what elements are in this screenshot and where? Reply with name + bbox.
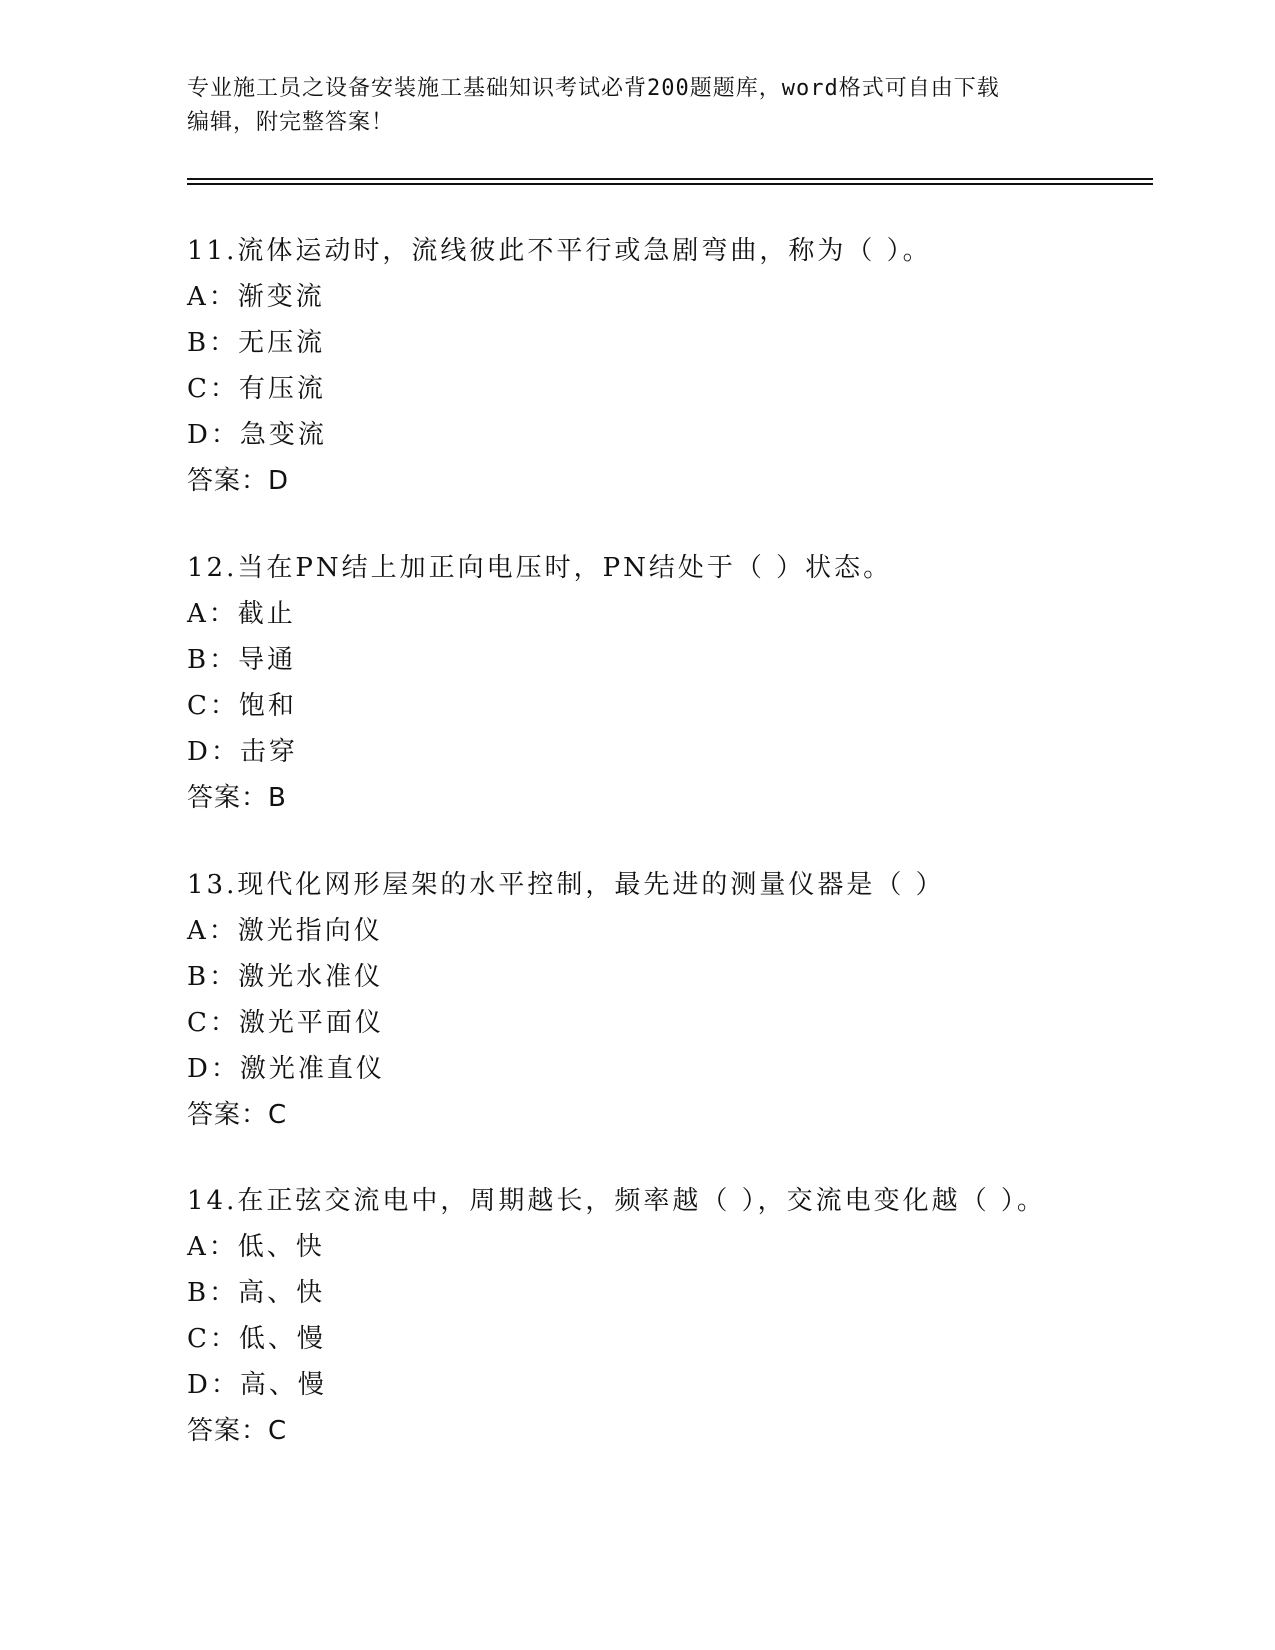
option-d: D：激光准直仪: [187, 1054, 385, 1084]
header-line-2: 编辑，附完整答案！: [187, 110, 395, 135]
option-d: D：击穿: [187, 737, 298, 767]
question-stem: 12.当在PN结上加正向电压时，PN结处于（ ）状态。: [187, 553, 893, 583]
option-c: C：激光平面仪: [187, 1008, 384, 1038]
option-a: A：低、快: [187, 1232, 325, 1262]
answer-line: 答案：B: [187, 783, 287, 813]
question-14: [187, 1178, 1147, 1454]
option-b: B：高、快: [187, 1278, 326, 1308]
question-11: [187, 228, 1147, 504]
header-divider-bottom: [187, 183, 1153, 185]
option-a: A：渐变流: [187, 282, 325, 312]
option-c: C：低、慢: [187, 1324, 326, 1354]
question-stem: 11.流体运动时，流线彼此不平行或急剧弯曲，称为（ ）。: [187, 236, 932, 266]
option-a: A：激光指向仪: [187, 916, 383, 946]
option-d: D：急变流: [187, 420, 327, 450]
document-header: [187, 72, 1087, 140]
header-line-1: 专业施工员之设备安装施工基础知识考试必背200题题库，word格式可自由下载: [187, 76, 1000, 101]
header-divider-top: [187, 178, 1153, 180]
option-c: C：饱和: [187, 691, 297, 721]
option-b: B：导通: [187, 645, 297, 675]
question-stem: 13.现代化网形屋架的水平控制，最先进的测量仪器是（ ）: [187, 870, 945, 900]
option-b: B：无压流: [187, 328, 326, 358]
answer-line: 答案：D: [187, 466, 290, 496]
question-12: [187, 545, 1147, 821]
question-stem: 14.在正弦交流电中，周期越长，频率越（ ），交流电变化越（ ）。: [187, 1186, 1046, 1216]
answer-line: 答案：C: [187, 1100, 288, 1130]
question-13: [187, 862, 1147, 1138]
option-c: C：有压流: [187, 374, 326, 404]
option-a: A：截止: [187, 599, 296, 629]
option-b: B：激光水准仪: [187, 962, 384, 992]
option-d: D：高、慢: [187, 1370, 327, 1400]
answer-line: 答案：C: [187, 1416, 288, 1446]
